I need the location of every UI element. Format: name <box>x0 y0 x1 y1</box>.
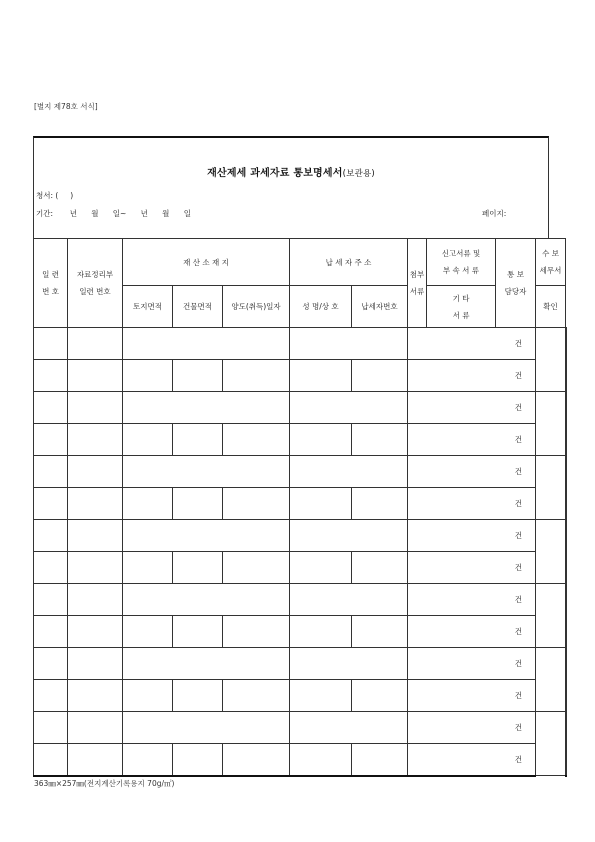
building-area-cell[interactable] <box>173 552 223 584</box>
address-cell[interactable] <box>290 712 408 744</box>
notice-officer-cell[interactable] <box>536 584 566 648</box>
notice-officer-cell[interactable] <box>536 648 566 712</box>
address-cell[interactable] <box>290 328 408 360</box>
receiving-office-cell[interactable] <box>566 712 567 744</box>
document-count-cell[interactable]: 건 <box>408 456 536 488</box>
document-count-cell[interactable]: 건 <box>408 520 536 552</box>
table-row <box>34 392 567 424</box>
document-count-cell[interactable]: 건 <box>408 648 536 680</box>
name-cell[interactable] <box>290 616 352 648</box>
document-count-cell[interactable]: 건 <box>408 744 536 776</box>
serial-cell[interactable] <box>34 488 68 520</box>
table-row <box>34 360 567 392</box>
receiving-office-cell[interactable] <box>566 680 567 712</box>
serial-cell[interactable] <box>34 520 68 552</box>
location-cell[interactable] <box>123 520 290 552</box>
building-area-cell[interactable] <box>173 680 223 712</box>
name-cell[interactable] <box>290 488 352 520</box>
land-area-cell[interactable] <box>123 680 173 712</box>
header-serial: 일 련 번 호 <box>34 239 68 328</box>
land-area-cell[interactable] <box>123 552 173 584</box>
header-location: 재 산 소 재 지 <box>123 239 290 286</box>
serial-cell[interactable] <box>34 712 68 744</box>
taxpayer-no-cell[interactable] <box>352 360 408 392</box>
ledger-cell[interactable] <box>68 456 123 488</box>
ledger-cell[interactable] <box>68 712 123 744</box>
address-cell[interactable] <box>290 392 408 424</box>
office-field[interactable]: 청서: ( ) <box>36 191 74 200</box>
building-area-cell[interactable] <box>173 360 223 392</box>
serial-cell[interactable] <box>34 360 68 392</box>
taxpayer-no-cell[interactable] <box>352 616 408 648</box>
document-count-cell[interactable]: 건 <box>408 424 536 456</box>
header-row-1 <box>34 239 567 286</box>
table-row <box>34 584 567 616</box>
header-notice-officer: 통 보 담당자 <box>496 239 536 328</box>
location-cell[interactable] <box>123 584 290 616</box>
table-row <box>34 456 567 488</box>
table-row <box>34 424 567 456</box>
name-cell[interactable] <box>290 360 352 392</box>
taxpayer-no-cell[interactable] <box>352 424 408 456</box>
table-row <box>34 744 567 776</box>
receiving-office-cell[interactable] <box>566 520 567 552</box>
land-area-cell[interactable] <box>123 360 173 392</box>
ledger-cell[interactable] <box>68 616 123 648</box>
notice-officer-cell[interactable] <box>536 456 566 520</box>
transfer-date-cell[interactable] <box>223 744 290 776</box>
document-count-cell[interactable]: 건 <box>408 584 536 616</box>
ledger-cell[interactable] <box>68 360 123 392</box>
location-cell[interactable] <box>123 648 290 680</box>
table-row <box>34 648 567 680</box>
serial-cell[interactable] <box>34 648 68 680</box>
ledger-cell[interactable] <box>68 584 123 616</box>
form-title <box>34 164 548 179</box>
receiving-office-cell[interactable] <box>566 392 567 424</box>
building-area-cell[interactable] <box>173 424 223 456</box>
name-cell[interactable] <box>290 680 352 712</box>
land-area-cell[interactable] <box>123 424 173 456</box>
taxpayer-no-cell[interactable] <box>352 552 408 584</box>
header-taxpayer-no: 납세자번호 <box>352 286 408 328</box>
document-count-cell[interactable]: 건 <box>408 328 536 360</box>
receiving-office-cell[interactable] <box>566 744 567 776</box>
land-area-cell[interactable] <box>123 616 173 648</box>
address-cell[interactable] <box>290 584 408 616</box>
taxpayer-no-cell[interactable] <box>352 744 408 776</box>
serial-cell[interactable] <box>34 616 68 648</box>
ledger-cell[interactable] <box>68 648 123 680</box>
header-ledger: 자료정리부 일련 번호 <box>68 239 123 328</box>
receiving-office-cell[interactable] <box>566 328 567 360</box>
serial-cell[interactable] <box>34 456 68 488</box>
header-attachment: 첨부 서류 <box>408 239 427 328</box>
document-count-cell[interactable]: 건 <box>408 616 536 648</box>
serial-cell[interactable] <box>34 584 68 616</box>
name-cell[interactable] <box>290 744 352 776</box>
taxpayer-no-cell[interactable] <box>352 488 408 520</box>
ledger-cell[interactable] <box>68 520 123 552</box>
table-row <box>34 616 567 648</box>
notice-officer-cell[interactable] <box>536 328 566 392</box>
header-taxpayer-address: 납 세 자 주 소 <box>290 239 408 286</box>
notice-officer-cell[interactable] <box>536 712 566 776</box>
table-row <box>34 712 567 744</box>
report-table <box>33 238 567 777</box>
building-area-cell[interactable] <box>173 744 223 776</box>
receiving-office-cell[interactable] <box>566 616 567 648</box>
receiving-office-cell[interactable] <box>566 360 567 392</box>
serial-cell[interactable] <box>34 424 68 456</box>
address-cell[interactable] <box>290 456 408 488</box>
ledger-cell[interactable] <box>68 744 123 776</box>
header-land-area: 토지면적 <box>123 286 173 328</box>
table-row <box>34 488 567 520</box>
serial-cell[interactable] <box>34 392 68 424</box>
receiving-office-cell[interactable] <box>566 456 567 488</box>
taxpayer-no-cell[interactable] <box>352 680 408 712</box>
transfer-date-cell[interactable] <box>223 488 290 520</box>
location-cell[interactable] <box>123 456 290 488</box>
document-count-cell[interactable]: 건 <box>408 712 536 744</box>
address-cell[interactable] <box>290 648 408 680</box>
header-report-docs: 신고서류 및 부 속 서 류 <box>427 239 496 286</box>
receiving-office-cell[interactable] <box>566 424 567 456</box>
document-count-cell[interactable]: 건 <box>408 488 536 520</box>
table-row <box>34 552 567 584</box>
header-receiving-office: 수 보 세무서 <box>536 239 566 286</box>
document-count-cell[interactable]: 건 <box>408 552 536 584</box>
receiving-office-cell[interactable] <box>566 584 567 616</box>
transfer-date-cell[interactable] <box>223 616 290 648</box>
ledger-cell[interactable] <box>68 680 123 712</box>
table-row <box>34 680 567 712</box>
header-other-docs: 기 타 서 류 <box>427 286 496 328</box>
form-title-main: 재산제세 과세자료 통보명세서 <box>207 168 343 179</box>
form-header-box <box>33 136 549 238</box>
receiving-office-cell[interactable] <box>566 648 567 680</box>
ledger-cell[interactable] <box>68 552 123 584</box>
location-cell[interactable] <box>123 712 290 744</box>
header-confirm: 확인 <box>536 286 566 328</box>
header-transfer-date: 양도(취득)일자 <box>223 286 290 328</box>
document-count-cell[interactable]: 건 <box>408 360 536 392</box>
document-count-cell[interactable]: 건 <box>408 680 536 712</box>
transfer-date-cell[interactable] <box>223 424 290 456</box>
form-number-label: [별지 제78호 서식] <box>34 102 98 111</box>
receiving-office-cell[interactable] <box>566 552 567 584</box>
receiving-office-cell[interactable] <box>566 488 567 520</box>
land-area-cell[interactable] <box>123 488 173 520</box>
page-field[interactable]: 페이지: <box>482 209 507 218</box>
serial-cell[interactable] <box>34 328 68 360</box>
serial-cell[interactable] <box>34 552 68 584</box>
building-area-cell[interactable] <box>173 616 223 648</box>
table-row <box>34 520 567 552</box>
notice-officer-cell[interactable] <box>536 520 566 584</box>
serial-cell[interactable] <box>34 680 68 712</box>
document-count-cell[interactable]: 건 <box>408 392 536 424</box>
building-area-cell[interactable] <box>173 488 223 520</box>
name-cell[interactable] <box>290 424 352 456</box>
ledger-cell[interactable] <box>68 424 123 456</box>
serial-cell[interactable] <box>34 744 68 776</box>
location-cell[interactable] <box>123 328 290 360</box>
ledger-cell[interactable] <box>68 488 123 520</box>
transfer-date-cell[interactable] <box>223 360 290 392</box>
table-row <box>34 328 567 360</box>
period-field[interactable]: 기간: 년 월 일~ 년 월 일 <box>36 209 191 218</box>
header-building-area: 건물면적 <box>173 286 223 328</box>
header-name: 성 명/상 호 <box>290 286 352 328</box>
form-title-sub: (보관용) <box>342 169 375 179</box>
address-cell[interactable] <box>290 520 408 552</box>
transfer-date-cell[interactable] <box>223 552 290 584</box>
ledger-cell[interactable] <box>68 392 123 424</box>
transfer-date-cell[interactable] <box>223 680 290 712</box>
name-cell[interactable] <box>290 552 352 584</box>
paper-spec-footer: 363㎜×257㎜(전지계산기록용지 70g/㎡) <box>34 779 175 788</box>
land-area-cell[interactable] <box>123 744 173 776</box>
notice-officer-cell[interactable] <box>536 392 566 456</box>
ledger-cell[interactable] <box>68 328 123 360</box>
location-cell[interactable] <box>123 392 290 424</box>
